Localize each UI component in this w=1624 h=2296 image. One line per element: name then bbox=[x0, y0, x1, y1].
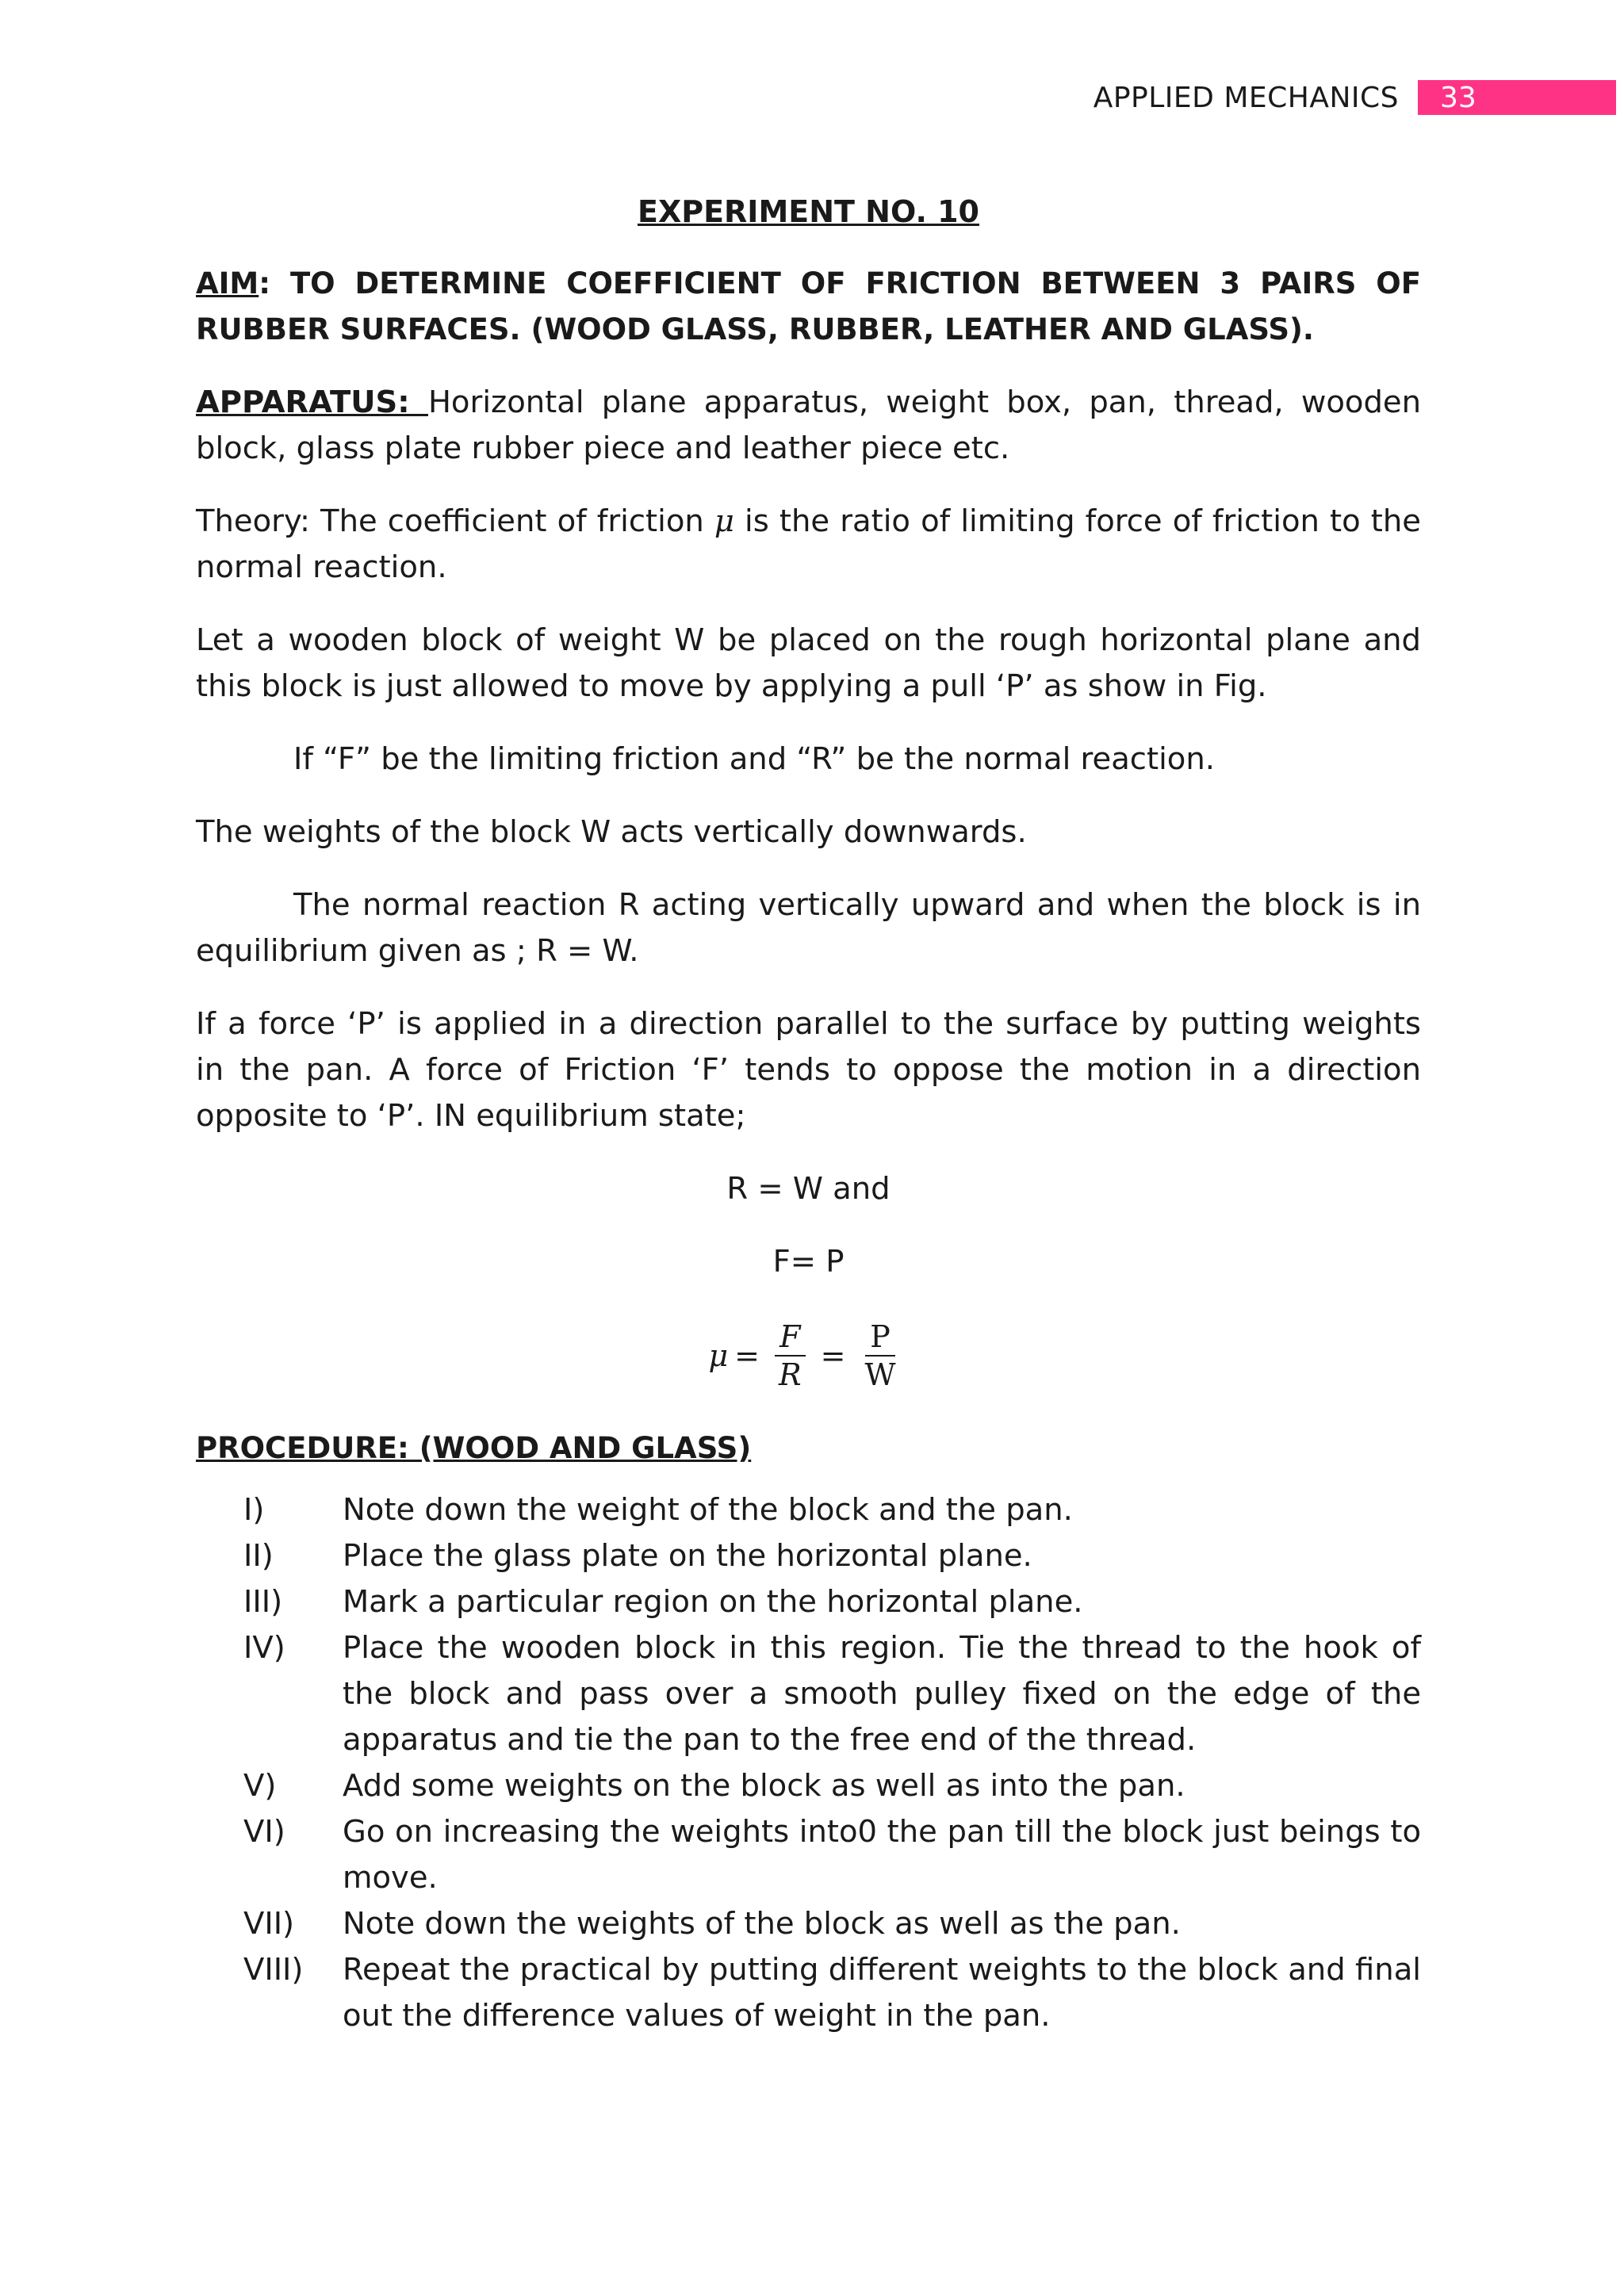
step-text: Add some weights on the block as well as into the pan. bbox=[343, 1768, 1185, 1804]
step-number: VI) bbox=[243, 1814, 285, 1850]
list-item bbox=[196, 1487, 1421, 1533]
equations-block bbox=[196, 1166, 1421, 1285]
list-item bbox=[196, 1625, 1421, 1763]
procedure-heading: PROCEDURE: (WOOD AND GLASS) bbox=[196, 1431, 752, 1465]
step-number: III) bbox=[243, 1584, 283, 1620]
step-number: II) bbox=[243, 1538, 274, 1574]
equals-sign: = bbox=[734, 1338, 760, 1373]
mu-symbol: μ bbox=[708, 1338, 729, 1373]
step-number: I) bbox=[243, 1492, 265, 1528]
equation-f-equals-p: F= P bbox=[772, 1244, 845, 1280]
paragraph-weight-direction: The weights of the block W acts vertically downwards. bbox=[196, 814, 1027, 850]
document-body bbox=[196, 194, 1421, 2039]
step-text: Go on increasing the weights into0 the pan till the block just beings to move. bbox=[343, 1814, 1421, 1896]
fraction-p-over-w bbox=[860, 1318, 900, 1393]
list-item bbox=[196, 1809, 1421, 1901]
step-number: IV) bbox=[243, 1630, 285, 1666]
apparatus-paragraph bbox=[196, 380, 1421, 472]
step-number: VIII) bbox=[243, 1952, 304, 1988]
apparatus-text: Horizontal plane apparatus, weight box, pan, thread, wooden block, glass plate rubber piece and leather piece etc. bbox=[196, 385, 1422, 466]
aim-paragraph bbox=[196, 261, 1421, 353]
step-number: V) bbox=[243, 1768, 277, 1804]
step-text: Place the wooden block in this region. Tie the thread to the hook of the block and pass over a smooth pulley fixed on the edge of the apparatus and tie the pan to the free end of the thread. bbox=[343, 1630, 1421, 1758]
fraction-numerator: P bbox=[865, 1318, 895, 1357]
fraction-f-over-r bbox=[774, 1318, 806, 1393]
paragraph-block-weight: Let a wooden block of weight W be placed on the rough horizontal plane and this block is just allowed to move by applying a pull ‘P’ as show in Fig. bbox=[196, 622, 1421, 704]
paragraph-limiting-friction: If “F” be the limiting friction and “R” be the normal reaction. bbox=[293, 741, 1215, 777]
paragraph-normal-reaction: The normal reaction R acting vertically upward and when the block is in equilibrium given as ; R = W. bbox=[196, 887, 1421, 969]
step-number: VII) bbox=[243, 1906, 295, 1942]
aim-text: : TO DETERMINE COEFFICIENT OF FRICTION BETWEEN 3 PAIRS OF RUBBER SURFACES. (WOOD GLASS, RUBBER, LEATHER AND GLASS). bbox=[196, 266, 1421, 346]
procedure-list bbox=[196, 1487, 1421, 2039]
theory-paragraph bbox=[196, 499, 1421, 591]
theory-text-after: is the ratio of limiting force of friction to the normal reaction. bbox=[196, 503, 1421, 585]
mu-symbol: μ bbox=[714, 503, 734, 539]
page-header bbox=[1094, 78, 1616, 117]
list-item bbox=[196, 1901, 1421, 1947]
aim-label: AIM bbox=[196, 266, 259, 300]
step-text: Note down the weights of the block as well as the pan. bbox=[343, 1906, 1181, 1942]
step-text: Mark a particular region on the horizontal plane. bbox=[343, 1584, 1083, 1620]
equation-mu bbox=[196, 1312, 1421, 1399]
fraction-denominator: R bbox=[779, 1357, 802, 1392]
step-text: Place the glass plate on the horizontal plane. bbox=[343, 1538, 1032, 1574]
list-item bbox=[196, 1947, 1421, 2039]
equation-r-equals-w: R = W and bbox=[726, 1171, 891, 1207]
fraction-numerator: F bbox=[775, 1318, 805, 1357]
list-item bbox=[196, 1533, 1421, 1579]
apparatus-label: APPARATUS: bbox=[196, 385, 428, 420]
paragraph-applied-force: If a force ‘P’ is applied in a direction parallel to the surface by putting weights in the pan. A force of Friction ‘F’ tends to oppose the motion in a direction opposite to ‘P’. IN equilibrium state; bbox=[196, 1006, 1421, 1134]
list-item bbox=[196, 1763, 1421, 1809]
experiment-title: EXPERIMENT NO. 10 bbox=[637, 194, 979, 229]
list-item bbox=[196, 1579, 1421, 1625]
step-text: Note down the weight of the block and the pan. bbox=[343, 1492, 1073, 1528]
running-header-title: APPLIED MECHANICS bbox=[1093, 81, 1399, 114]
page-number-badge: 33 bbox=[1418, 80, 1616, 115]
fraction-denominator: W bbox=[864, 1357, 896, 1392]
equals-sign: = bbox=[820, 1338, 846, 1373]
theory-text-before: Theory: The coefficient of friction bbox=[196, 503, 714, 539]
step-text: Repeat the practical by putting different weights to the block and final out the difference values of weight in the pan. bbox=[343, 1952, 1421, 2034]
